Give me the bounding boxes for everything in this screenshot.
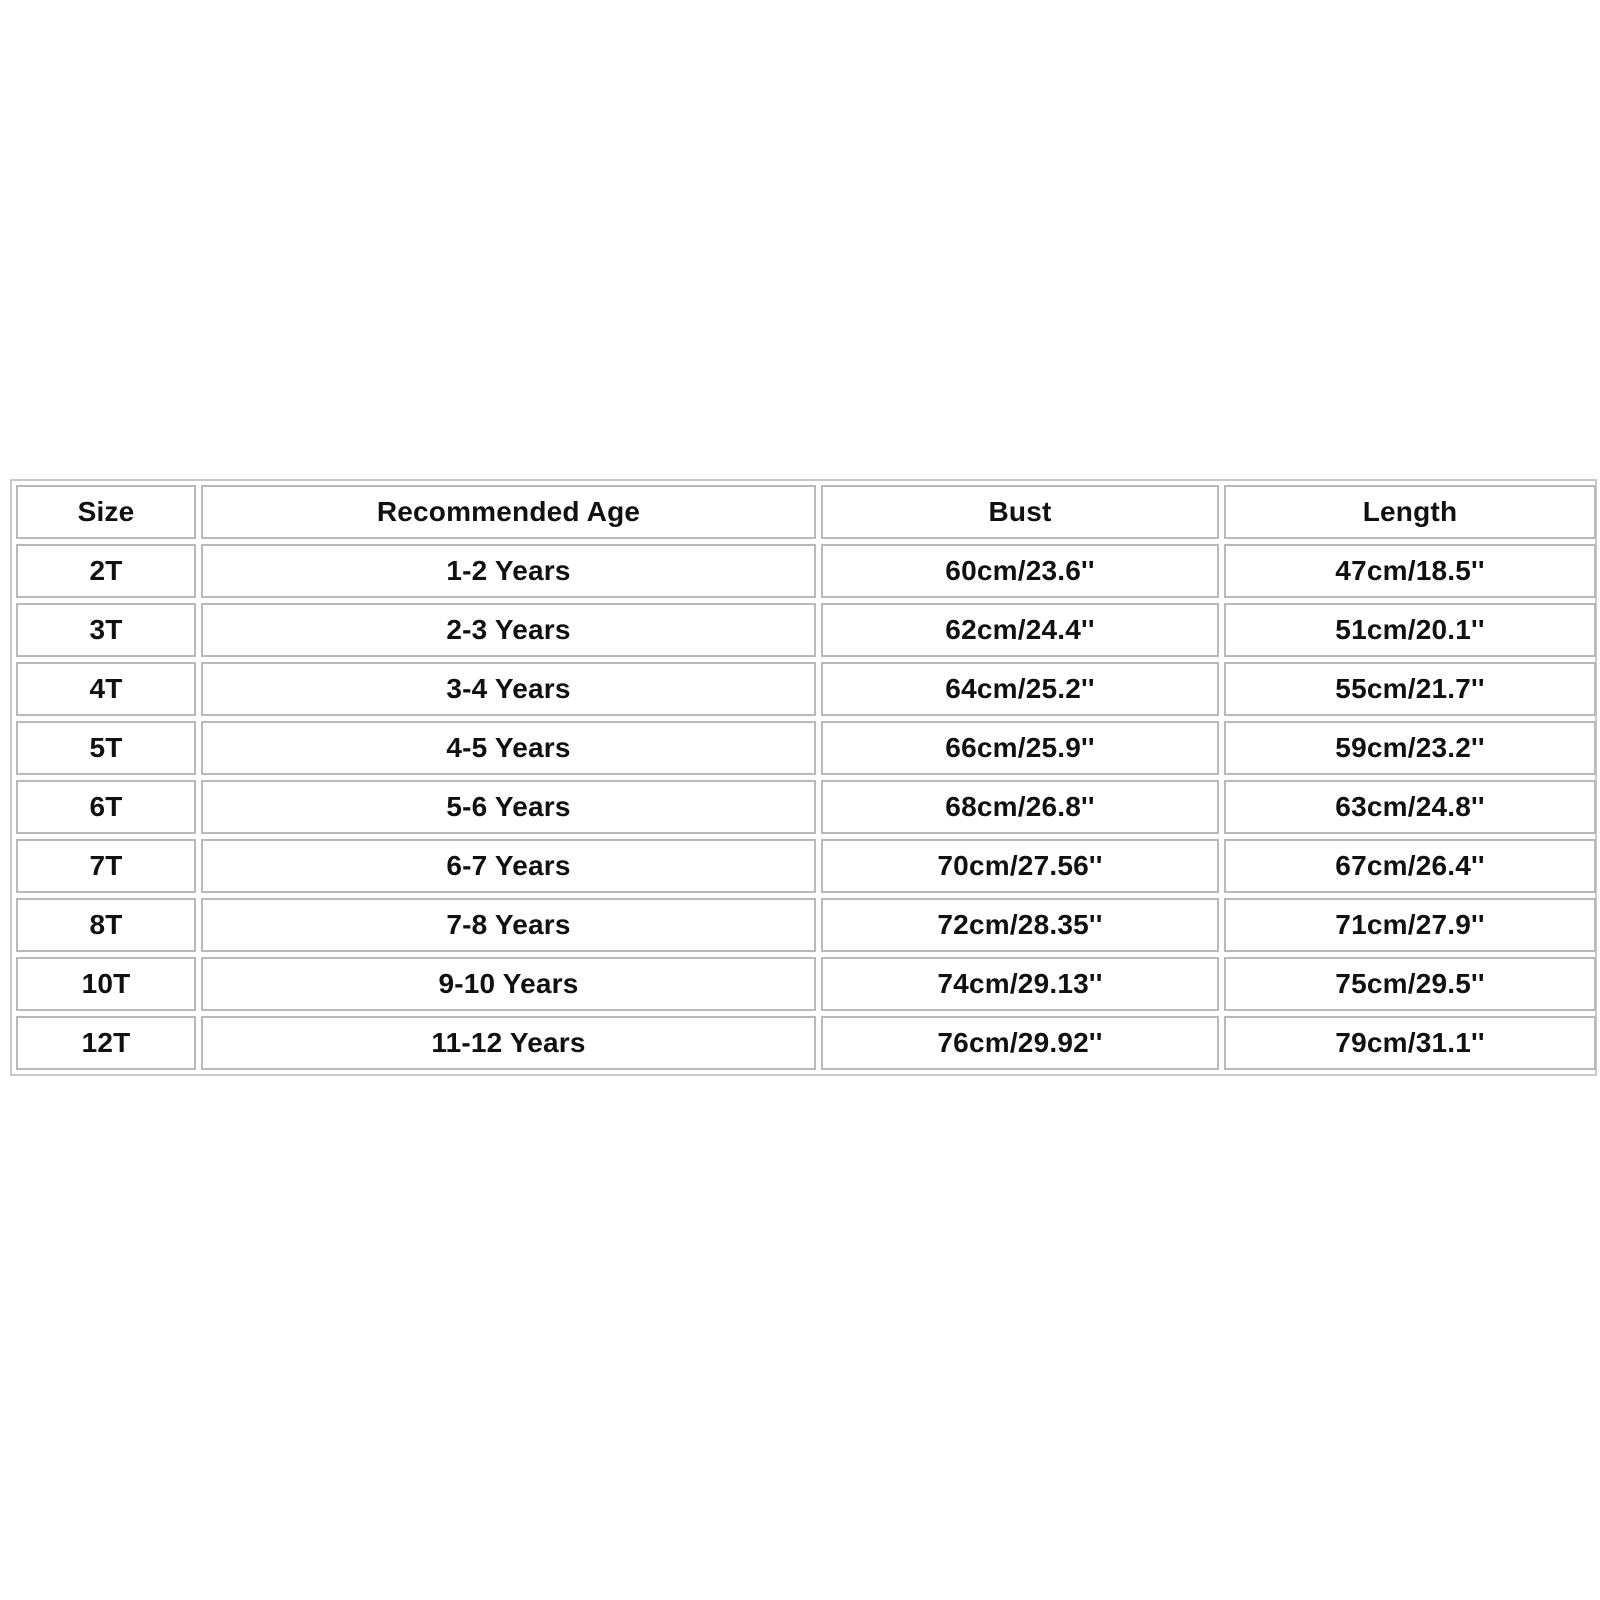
cell-recommended-age: 3-4 Years bbox=[201, 662, 816, 716]
cell-length: 51cm/20.1'' bbox=[1224, 603, 1596, 657]
cell-length: 75cm/29.5'' bbox=[1224, 957, 1596, 1011]
column-header-bust: Bust bbox=[821, 485, 1219, 539]
table-row bbox=[16, 957, 1596, 1011]
cell-length: 59cm/23.2'' bbox=[1224, 721, 1596, 775]
cell-length: 79cm/31.1'' bbox=[1224, 1016, 1596, 1070]
cell-size: 12T bbox=[16, 1016, 196, 1070]
cell-bust: 66cm/25.9'' bbox=[821, 721, 1219, 775]
table-row bbox=[16, 544, 1596, 598]
table-header-row bbox=[16, 485, 1596, 539]
cell-recommended-age: 6-7 Years bbox=[201, 839, 816, 893]
size-table bbox=[11, 480, 1600, 1075]
cell-bust: 60cm/23.6'' bbox=[821, 544, 1219, 598]
cell-length: 67cm/26.4'' bbox=[1224, 839, 1596, 893]
column-header-size: Size bbox=[16, 485, 196, 539]
table-row bbox=[16, 839, 1596, 893]
cell-length: 47cm/18.5'' bbox=[1224, 544, 1596, 598]
cell-recommended-age: 9-10 Years bbox=[201, 957, 816, 1011]
cell-bust: 68cm/26.8'' bbox=[821, 780, 1219, 834]
table-row bbox=[16, 898, 1596, 952]
cell-length: 55cm/21.7'' bbox=[1224, 662, 1596, 716]
cell-size: 10T bbox=[16, 957, 196, 1011]
cell-bust: 76cm/29.92'' bbox=[821, 1016, 1219, 1070]
cell-size: 6T bbox=[16, 780, 196, 834]
table-row bbox=[16, 721, 1596, 775]
cell-bust: 70cm/27.56'' bbox=[821, 839, 1219, 893]
cell-recommended-age: 2-3 Years bbox=[201, 603, 816, 657]
table-row bbox=[16, 603, 1596, 657]
cell-size: 7T bbox=[16, 839, 196, 893]
cell-bust: 62cm/24.4'' bbox=[821, 603, 1219, 657]
table-row bbox=[16, 1016, 1596, 1070]
table-row bbox=[16, 662, 1596, 716]
cell-recommended-age: 5-6 Years bbox=[201, 780, 816, 834]
table-row bbox=[16, 780, 1596, 834]
cell-recommended-age: 4-5 Years bbox=[201, 721, 816, 775]
cell-size: 8T bbox=[16, 898, 196, 952]
column-header-length: Length bbox=[1224, 485, 1596, 539]
cell-length: 71cm/27.9'' bbox=[1224, 898, 1596, 952]
cell-bust: 72cm/28.35'' bbox=[821, 898, 1219, 952]
cell-recommended-age: 7-8 Years bbox=[201, 898, 816, 952]
size-chart bbox=[10, 479, 1597, 1076]
cell-bust: 74cm/29.13'' bbox=[821, 957, 1219, 1011]
cell-bust: 64cm/25.2'' bbox=[821, 662, 1219, 716]
cell-size: 5T bbox=[16, 721, 196, 775]
cell-recommended-age: 11-12 Years bbox=[201, 1016, 816, 1070]
cell-size: 3T bbox=[16, 603, 196, 657]
cell-size: 2T bbox=[16, 544, 196, 598]
cell-length: 63cm/24.8'' bbox=[1224, 780, 1596, 834]
cell-size: 4T bbox=[16, 662, 196, 716]
column-header-recommended-age: Recommended Age bbox=[201, 485, 816, 539]
cell-recommended-age: 1-2 Years bbox=[201, 544, 816, 598]
